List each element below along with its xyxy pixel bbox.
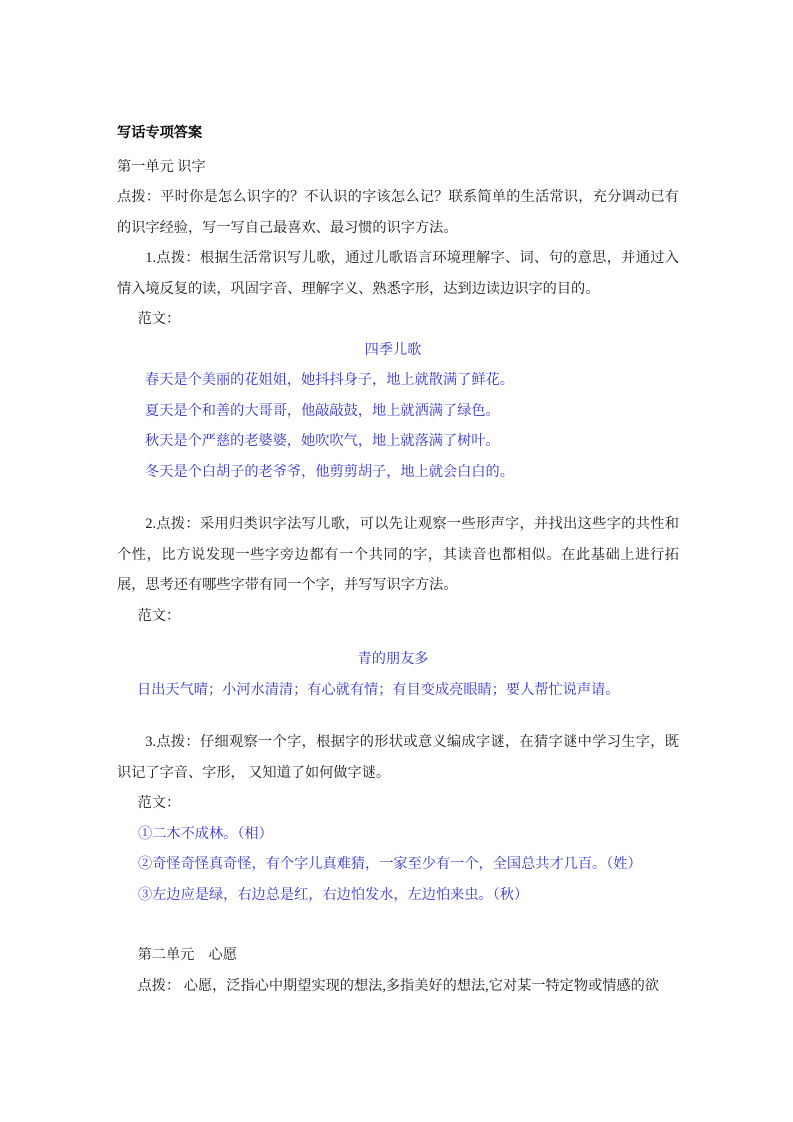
- unit-1-item-3-sample-label: 范文：: [137, 795, 181, 811]
- spacer: [117, 705, 679, 727]
- unit-1-item-2-sample-line-1: 日出天气晴；小河水清清；有心就有情；有目变成亮眼睛；要人帮忙说声请。: [137, 681, 620, 698]
- unit-1-item-1-tip: 1.点拨：根据生活常识写儿歌，通过儿歌语言环境理解字、词、句的意思，并通过入情入境反复的读，巩固字音、理解字义、熟悉字形，达到边读边识字的目的。: [117, 250, 679, 297]
- unit-1-item-2-tip: 2.点拨：采用归类识字法写儿歌，可以先让观察一些形声字，并找出这些字的共性和个性，比方说发现一些字旁边都有一个共同的字，其读音也都相似。在此基础上进行拓展，思考还有哪些字带有同一个字，并写写识字方法。: [117, 516, 679, 593]
- unit-1-intro-paragraph: 点拨：平时你是怎么识字的？不认识的字该怎么记？联系简单的生活常识，充分调动已有的识字经验，写一写自己最喜欢、最习惯的识字方法。: [117, 189, 679, 236]
- unit-1-item-1-sample-line-3: 秋天是个严慈的老婆婆，她吹吹气，地上就落满了树叶。: [145, 433, 500, 449]
- unit-1-item-3-riddle-2: ②奇怪奇怪真奇怪，有个字儿真难猜，一家至少有一个，全国总共才几百。（姓）: [138, 856, 642, 872]
- unit-1-heading: 第一单元 识字: [117, 159, 206, 175]
- unit-1-item-3-riddle-3: ③左边应是绿，右边总是红，右边怕发水，左边怕来虫。（秋）: [138, 886, 529, 903]
- unit-1-item-1-sample-line-2: 夏天是个和善的大哥哥，他敲敲鼓，地上就洒满了绿色。: [145, 402, 500, 419]
- unit-1-item-1-sample-title: 四季儿歌: [364, 341, 422, 358]
- spacer: [117, 487, 679, 509]
- document-title: 写话专项答案: [117, 125, 203, 141]
- unit-1-item-2-sample-label: 范文：: [137, 607, 181, 624]
- unit-1-item-1-sample-line-4: 冬天是个白胡子的老爷爷，他剪剪胡子，地上就会白白的。: [145, 463, 514, 480]
- unit-2-intro-paragraph: 点拨： 心愿，泛指心中期望实现的想法,多指美好的想法,它对某一特定物或情感的欲: [137, 977, 659, 994]
- unit-1-item-2-sample-title: 青的朋友多: [357, 651, 429, 667]
- unit-1-item-3-tip: 3.点拨：仔细观察一个字，根据字的形状或意义编成字谜，在猜字谜中学习生字，既识记了字音、字形， 又知道了如何做字谜。: [117, 734, 679, 781]
- unit-1-item-3-riddle-1: ①二木不成林。（相）: [138, 825, 273, 842]
- spacer: [117, 631, 679, 644]
- unit-1-item-1-sample-line-1: 春天是个美丽的花姐姐，她抖抖身子，地上就散满了鲜花。: [145, 372, 514, 388]
- spacer: [117, 910, 679, 940]
- document-body: [117, 118, 679, 1001]
- unit-1-item-1-sample-label: 范文：: [137, 311, 181, 327]
- unit-2-heading: 第二单元 心愿: [137, 947, 237, 963]
